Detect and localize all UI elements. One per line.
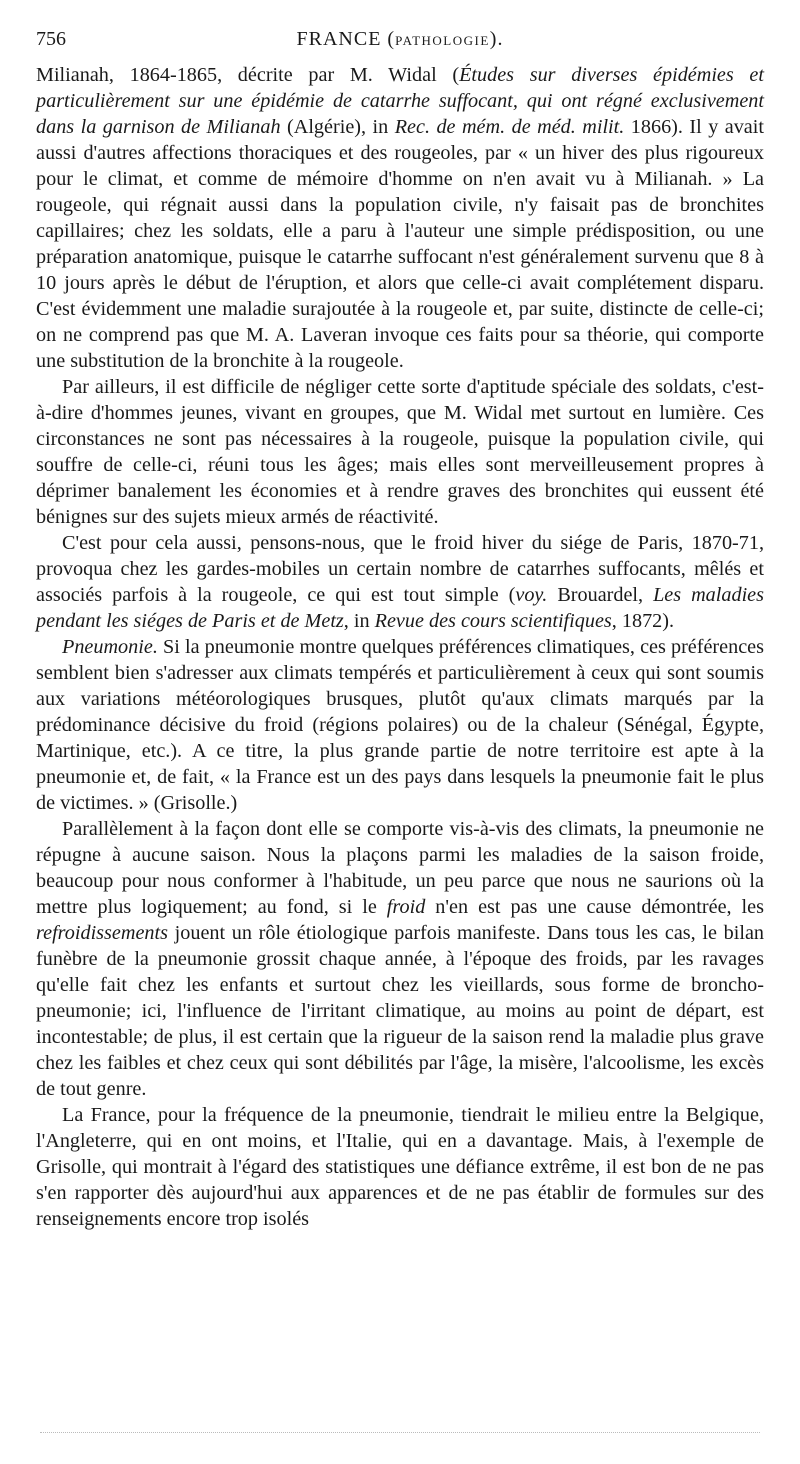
italic-text: Rec. de mém. de méd. milit. — [394, 116, 625, 138]
text-run: Si la pneumonie montre quelques préférences climatiques, ces préférences semblent bien s'adresser aux climats tempérés et particulièrement à ceux qui sont soumis aux variations météorologiques brusques, plutôt qu'aux climats marqués par la prédominance décisive du froid (régions polaires) ou de la chaleur (Sénégal, Égypte, Martinique, etc.). A ce titre, la plus grande partie de notre territoire est apte à la pneumonie et, de fait, « la France est un des pays dans lesquels la pneumonie fait le plus de victimes. » (Grisolle.) — [36, 636, 764, 814]
text-run: (Algérie), in — [280, 116, 395, 138]
italic-text: voy. — [515, 584, 548, 606]
text-run: 1866). Il y avait aussi d'autres affections thoraciques et des rougeoles, par « un hiver des plus rigoureux pour le climat, et comme de mémoire d'homme on n'en avait vu à Milianah. » La rougeole, qui régnait aussi dans la population civile, n'y faisait pas de bronchites capillaires; chez les soldats, elle a paru à l'auteur une simple prédisposition, ou une préparation anatomique, puisque le catarrhe suffocant n'est généralement survenu que 8 à 10 jours après le début de l'éruption, et alors que celle-ci avait complétement disparu. C'est évidemment une maladie surajoutée à la rougeole et, par suite, distincte de celle-ci; on ne comprend pas que M. A. Laveran invoque ces faits pour sa théorie, qui comporte une substitution de la bronchite à la rougeole. — [36, 116, 764, 372]
text-run: Parallèlement à la façon dont elle se comporte vis-à-vis des climats, la pneumonie ne répugne à aucune saison. Nous la plaçons parmi les maladies de la saison froide, beaucoup pour nous conformer à l'habitude, un peu parce que nous ne saurions où la mettre plus logiquement; au fond, si le — [36, 818, 764, 918]
italic-text: Pneumonie. — [62, 636, 158, 658]
text-run: , 1872). — [611, 610, 675, 632]
text-run: La France, pour la fréquence de la pneumonie, tiendrait le milieu entre la Belgique, l'Angleterre, qui en ont moins, et l'Italie, qui en a davantage. Mais, à l'exemple de Grisolle, qui montrait à l'égard des statistiques une défiance extrême, il est bon de ne pas s'en rapporter dès aujourd'hui aux apparences et de ne pas établir de formules sur des renseignements encore trop isolés — [36, 1104, 764, 1230]
paragraph — [36, 816, 764, 1102]
paragraph — [36, 1102, 764, 1232]
italic-text: froid — [386, 896, 426, 918]
text-run: C'est pour cela aussi, pensons-nous, que le froid hiver du siége de Paris, 1870-71, provoqua chez les gardes-mobiles un certain nombre de catarrhes suffocants, mêlés et associés parfois à la rougeole, ce qui est tout simple ( — [36, 532, 764, 606]
footer-rule — [40, 1432, 760, 1433]
running-head-main: FRANCE ( — [296, 28, 396, 50]
page-header — [36, 28, 764, 62]
italic-text: Revue des cours scientifiques — [374, 610, 612, 632]
paragraph — [36, 530, 764, 634]
text-run: Par ailleurs, il est difficile de négliger cette sorte d'aptitude spéciale des soldats, c'est-à-dire d'hommes jeunes, vivant en groupes, que M. Widal met surtout en lumière. Ces circonstances ne sont pas nécessaires à la rougeole, puisque la population civile, qui souffre de celle-ci, réuni tous les âges; mais elles sont merveilleusement propres à déprimer banalement les économies et à rendre graves des bronchites qui eussent été bénignes sur des sujets mieux armés de réactivité. — [36, 376, 764, 528]
paragraph — [36, 634, 764, 816]
text-run: jouent un rôle étiologique parfois manifeste. Dans tous les cas, le bilan funèbre de la pneumonie grossit chaque année, à l'époque des froids, par les ravages qu'elle fait chez les enfants et surtout chez les vieillards, sous forme de broncho-pneumonie; ici, l'influence de l'irritant climatique, au moins au point de départ, est incontestable; de plus, il est certain que la rigueur de la saison rend la maladie plus grave chez les faibles et chez ceux qui sont débilités par l'âge, la misère, l'alcoolisme, les excès de tout genre. — [36, 922, 764, 1100]
text-run: Brouardel, — [547, 584, 654, 606]
running-head-close: ). — [489, 28, 504, 50]
paragraph — [36, 62, 764, 374]
paragraph — [36, 374, 764, 530]
italic-text: refroidissements — [36, 922, 168, 944]
running-head — [96, 28, 764, 51]
text-run: Milianah, 1864-1865, décrite par M. Widal ( — [36, 64, 460, 86]
page-number: 756 — [36, 28, 66, 50]
text-run: , in — [343, 610, 375, 632]
running-head-small: PATHOLOGIE — [395, 33, 490, 48]
body-text — [36, 62, 764, 1232]
text-run: n'en est pas une cause démontrée, les — [425, 896, 764, 918]
italic-text: Les maladies pendant les siéges de Paris et de Metz — [36, 584, 765, 632]
italic-text: Études sur diverses épidémies et particulièrement sur une épidémie de catarrhe suffocant, qui ont régné exclusivement dans la garnison de Milianah — [36, 64, 764, 138]
